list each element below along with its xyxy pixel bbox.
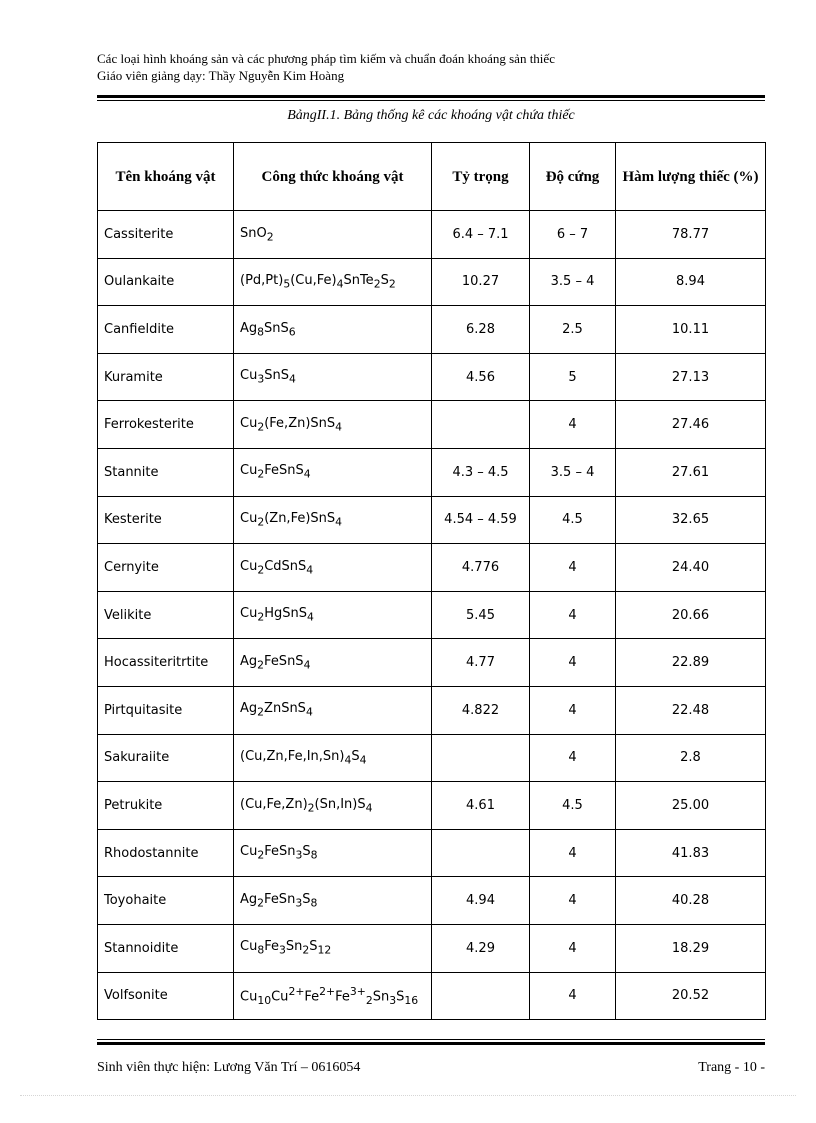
cell-density <box>432 734 530 782</box>
header-title: Các loại hình khoáng sản và các phương pháp tìm kiếm và chuẩn đoán khoáng sản thiếc <box>97 51 555 66</box>
table-row <box>98 544 766 592</box>
cell-formula: $Ag_2FeSnS_4$ <box>234 639 432 687</box>
cell-tin-content: 22.48 <box>616 686 766 734</box>
header-teacher: Giáo viên giảng dạy: Thầy Nguyễn Kim Hoàng <box>97 68 345 83</box>
cell-density <box>432 972 530 1020</box>
cell-mineral-name: Cassiterite <box>98 211 234 259</box>
table-row <box>98 258 766 306</box>
cell-mineral-name: Toyohaite <box>98 877 234 925</box>
cell-hardness: 4 <box>530 924 616 972</box>
cell-hardness: 4 <box>530 972 616 1020</box>
cell-tin-content: 22.89 <box>616 639 766 687</box>
page-footer <box>97 1060 765 1076</box>
cell-density: 4.77 <box>432 639 530 687</box>
table-body <box>98 211 766 1020</box>
header-rule-thick <box>97 95 765 98</box>
cell-hardness: 6 – 7 <box>530 211 616 259</box>
cell-tin-content: 41.83 <box>616 829 766 877</box>
cell-mineral-name: Rhodostannite <box>98 829 234 877</box>
cell-mineral-name: Petrukite <box>98 782 234 830</box>
cell-mineral-name: Pirtquitasite <box>98 686 234 734</box>
table-row <box>98 924 766 972</box>
cell-hardness: 4 <box>530 877 616 925</box>
cell-density: 4.776 <box>432 544 530 592</box>
col-header-density: Tỷ trọng <box>432 143 530 211</box>
cell-formula: $Cu_2FeSnS_4$ <box>234 448 432 496</box>
cell-density: 10.27 <box>432 258 530 306</box>
cell-tin-content: 27.46 <box>616 401 766 449</box>
cell-formula: $Cu_2CdSnS_4$ <box>234 544 432 592</box>
cell-density: 4.3 – 4.5 <box>432 448 530 496</box>
cell-formula: $(Cu,Fe,Zn)_2(Sn,In)S_4$ <box>234 782 432 830</box>
cell-tin-content: 27.13 <box>616 353 766 401</box>
cell-formula: $Cu_2(Zn,Fe)SnS_4$ <box>234 496 432 544</box>
cell-density <box>432 829 530 877</box>
page-bottom-border <box>20 1095 796 1096</box>
cell-density: 4.29 <box>432 924 530 972</box>
table-caption: BảngII.1. Bảng thống kê các khoáng vật chứa thiếc <box>287 108 575 123</box>
cell-density: 5.45 <box>432 591 530 639</box>
cell-tin-content: 40.28 <box>616 877 766 925</box>
cell-formula: $Ag_8SnS_6$ <box>234 306 432 354</box>
cell-formula: $Ag_2FeSn_3S_8$ <box>234 877 432 925</box>
table-row <box>98 306 766 354</box>
cell-tin-content: 25.00 <box>616 782 766 830</box>
cell-mineral-name: Cernyite <box>98 544 234 592</box>
col-header-formula: Công thức khoáng vật <box>234 143 432 211</box>
minerals-table <box>97 142 766 1020</box>
cell-tin-content: 18.29 <box>616 924 766 972</box>
cell-mineral-name: Sakuraiite <box>98 734 234 782</box>
footer-rule-thick <box>97 1042 765 1045</box>
cell-mineral-name: Kuramite <box>98 353 234 401</box>
cell-tin-content: 20.66 <box>616 591 766 639</box>
cell-density: 4.94 <box>432 877 530 925</box>
col-header-name: Tên khoáng vật <box>98 143 234 211</box>
cell-tin-content: 78.77 <box>616 211 766 259</box>
cell-density: 6.4 – 7.1 <box>432 211 530 259</box>
cell-tin-content: 24.40 <box>616 544 766 592</box>
cell-hardness: 4.5 <box>530 496 616 544</box>
cell-hardness: 4 <box>530 829 616 877</box>
cell-formula: $Cu_3SnS_4$ <box>234 353 432 401</box>
table-row <box>98 877 766 925</box>
cell-tin-content: 10.11 <box>616 306 766 354</box>
cell-hardness: 4 <box>530 639 616 687</box>
header-rule-thin <box>97 100 765 101</box>
cell-density: 4.61 <box>432 782 530 830</box>
table-row <box>98 591 766 639</box>
cell-hardness: 5 <box>530 353 616 401</box>
footer-page-number: Trang - 10 - <box>698 1060 765 1075</box>
cell-hardness: 4 <box>530 591 616 639</box>
page-header <box>97 50 767 84</box>
cell-formula: $Cu_2(Fe,Zn)SnS_4$ <box>234 401 432 449</box>
table-row <box>98 686 766 734</box>
cell-hardness: 3.5 – 4 <box>530 258 616 306</box>
table-row <box>98 829 766 877</box>
cell-mineral-name: Oulankaite <box>98 258 234 306</box>
cell-formula: SnO$_2$ <box>234 211 432 259</box>
cell-mineral-name: Ferrokesterite <box>98 401 234 449</box>
table-row <box>98 496 766 544</box>
cell-mineral-name: Volfsonite <box>98 972 234 1020</box>
cell-formula: $Cu_8Fe_3Sn_2S_{12}$ <box>234 924 432 972</box>
table-row <box>98 448 766 496</box>
cell-tin-content: 20.52 <box>616 972 766 1020</box>
cell-hardness: 4 <box>530 401 616 449</box>
cell-hardness: 4.5 <box>530 782 616 830</box>
cell-hardness: 4 <box>530 734 616 782</box>
cell-mineral-name: Canfieldite <box>98 306 234 354</box>
table-row <box>98 972 766 1020</box>
cell-formula: $(Pd,Pt)_5(Cu,Fe)_4SnTe_2S_2$ <box>234 258 432 306</box>
cell-mineral-name: Hocassiteritrtite <box>98 639 234 687</box>
cell-tin-content: 8.94 <box>616 258 766 306</box>
cell-hardness: 2.5 <box>530 306 616 354</box>
cell-tin-content: 32.65 <box>616 496 766 544</box>
footer-rule-thin <box>97 1039 765 1040</box>
cell-hardness: 4 <box>530 686 616 734</box>
cell-mineral-name: Stannoidite <box>98 924 234 972</box>
cell-mineral-name: Velikite <box>98 591 234 639</box>
table-row <box>98 639 766 687</box>
cell-hardness: 4 <box>530 544 616 592</box>
cell-mineral-name: Stannite <box>98 448 234 496</box>
cell-tin-content: 27.61 <box>616 448 766 496</box>
cell-formula: $Cu_2HgSnS_4$ <box>234 591 432 639</box>
footer-student: Sinh viên thực hiện: Lương Văn Trí – 0616054 <box>97 1060 361 1075</box>
cell-formula: $(Cu,Zn,Fe,In,Sn)_4S_4$ <box>234 734 432 782</box>
cell-formula: $Cu_{10}Cu^{2+}Fe^{2+}Fe^{3+}_2Sn_3S_{16}$ <box>234 972 432 1020</box>
cell-hardness: 3.5 – 4 <box>530 448 616 496</box>
cell-density: 4.822 <box>432 686 530 734</box>
cell-density: 4.54 – 4.59 <box>432 496 530 544</box>
cell-density: 6.28 <box>432 306 530 354</box>
cell-formula: $Ag_2ZnSnS_4$ <box>234 686 432 734</box>
col-header-hardness: Độ cứng <box>530 143 616 211</box>
table-row <box>98 782 766 830</box>
table-row <box>98 211 766 259</box>
table-row <box>98 734 766 782</box>
table-header-row <box>98 143 766 211</box>
col-header-tin-content: Hàm lượng thiếc (%) <box>616 143 766 211</box>
cell-density: 4.56 <box>432 353 530 401</box>
cell-mineral-name: Kesterite <box>98 496 234 544</box>
cell-formula: $Cu_2FeSn_3S_8$ <box>234 829 432 877</box>
cell-density <box>432 401 530 449</box>
table-row <box>98 353 766 401</box>
cell-tin-content: 2.8 <box>616 734 766 782</box>
table-row <box>98 401 766 449</box>
